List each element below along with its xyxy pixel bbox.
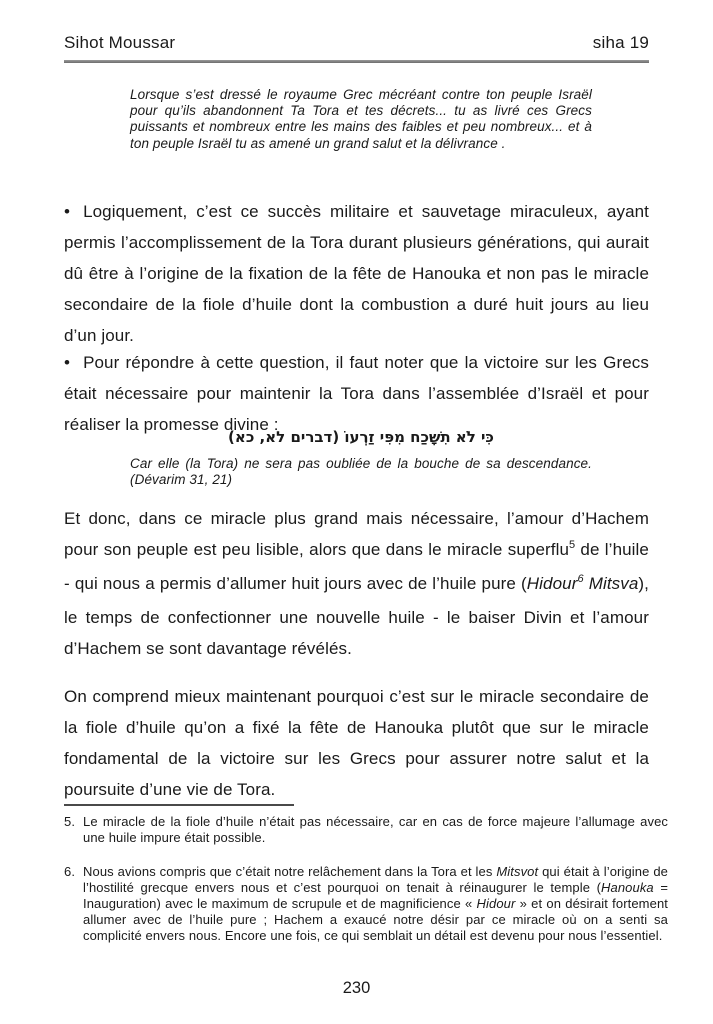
footnote-6 (64, 864, 668, 944)
footnote-6-number: 6. (64, 864, 76, 879)
page-number: 230 (342, 979, 371, 997)
footnote-5-number: 5. (64, 814, 76, 829)
bullet-paragraph-1 (64, 196, 649, 351)
footnote-5-text: Le miracle de la fiole d’huile n’était pas nécessaire, car en cas de force majeure l’allumage avec une huile impure était possible. (83, 814, 668, 845)
bullet-paragraph-2 (64, 347, 649, 440)
header-title: Sihot Moussar (64, 33, 176, 52)
hebrew-verse: כִּי לֹא תִשָּׁכַח מִפִּי זַרְעוֹ (דברים לא, כא) (228, 428, 494, 446)
quote-intro-block: Lorsque s’est dressé le royaume Grec mécréant contre ton peuple Israël pour qu’ils abandonnent Ta Tora et tes décrets... tu as livré ces Grecs puissants et nombreux entre les mains des faibles et peu nombreux... et à ton peuple Israël tu as amené un grand salut et la délivrance . (130, 87, 592, 151)
verse-translation-block: Car elle (la Tora) ne sera pas oubliée de la bouche de sa descendance. (Dévarim 31, 21) (130, 456, 592, 488)
footnote-6-text: Nous avions compris que c’était notre relâchement dans la Tora et les Mitsvot qui était à l’origine de l’hostilité grecque envers nous et c’est pourquoi on tenait à réinaugurer le temple (Hanouka = Inauguration) avec le maximum de scrupule et de magnificience « Hidour » et on désirait fortement allumer avec de l’huile pure ; Hachem a exaucé notre désir par ce miracle où on a senti sa complicité envers nous. Encore une fois, ce qui semblait un détail est devenu pour nous l’essentiel. (83, 864, 669, 943)
paragraph-conclusion: On comprend mieux maintenant pourquoi c’est sur le miracle secondaire de la fiole d’huile qu’on a fixé la fête de Hanouka plutôt que sur le miracle fondamental de la victoire sur les Grecs pour assurer notre salut et la poursuite d’une vie de Tora. (64, 687, 649, 799)
bullet-icon: • (64, 353, 71, 372)
bullet-icon: • (64, 202, 71, 221)
page-header (64, 33, 649, 53)
footnote-separator-rule (64, 804, 294, 806)
bullet-paragraph-2-text: Pour répondre à cette question, il faut noter que la victoire sur les Grecs était nécessaire pour maintenir la Tora dans l’assemblée d’Israël et pour réaliser la promesse divine : (64, 353, 649, 434)
paragraph-miracle: Et donc, dans ce miracle plus grand mais nécessaire, l’amour d’Hachem pour son peuple est peu lisible, alors que dans le miracle superflu$^5$ de l’huile - qui nous a permis d’allumer huit jours avec de l’huile pure (Hidour$^6$ Mitsva), le temps de confectionner une nouvelle huile - le baiser Divin et l’amour d’Hachem se sont davantage révélés. (64, 509, 649, 658)
bullet-paragraph-1-text: Logiquement, c’est ce succès militaire et sauvetage miraculeux, ayant permis l’accomplissement de la Tora durant plusieurs générations, qui aurait dû être à l’origine de la fixation de la fête de Hanouka et non pas le miracle secondaire de la fiole d’huile dont la combustion a duré huit jours au lieu d’un jour. (64, 202, 649, 345)
header-rule (64, 60, 649, 63)
footnote-5 (64, 814, 668, 846)
header-siha-number: siha 19 (592, 33, 649, 52)
